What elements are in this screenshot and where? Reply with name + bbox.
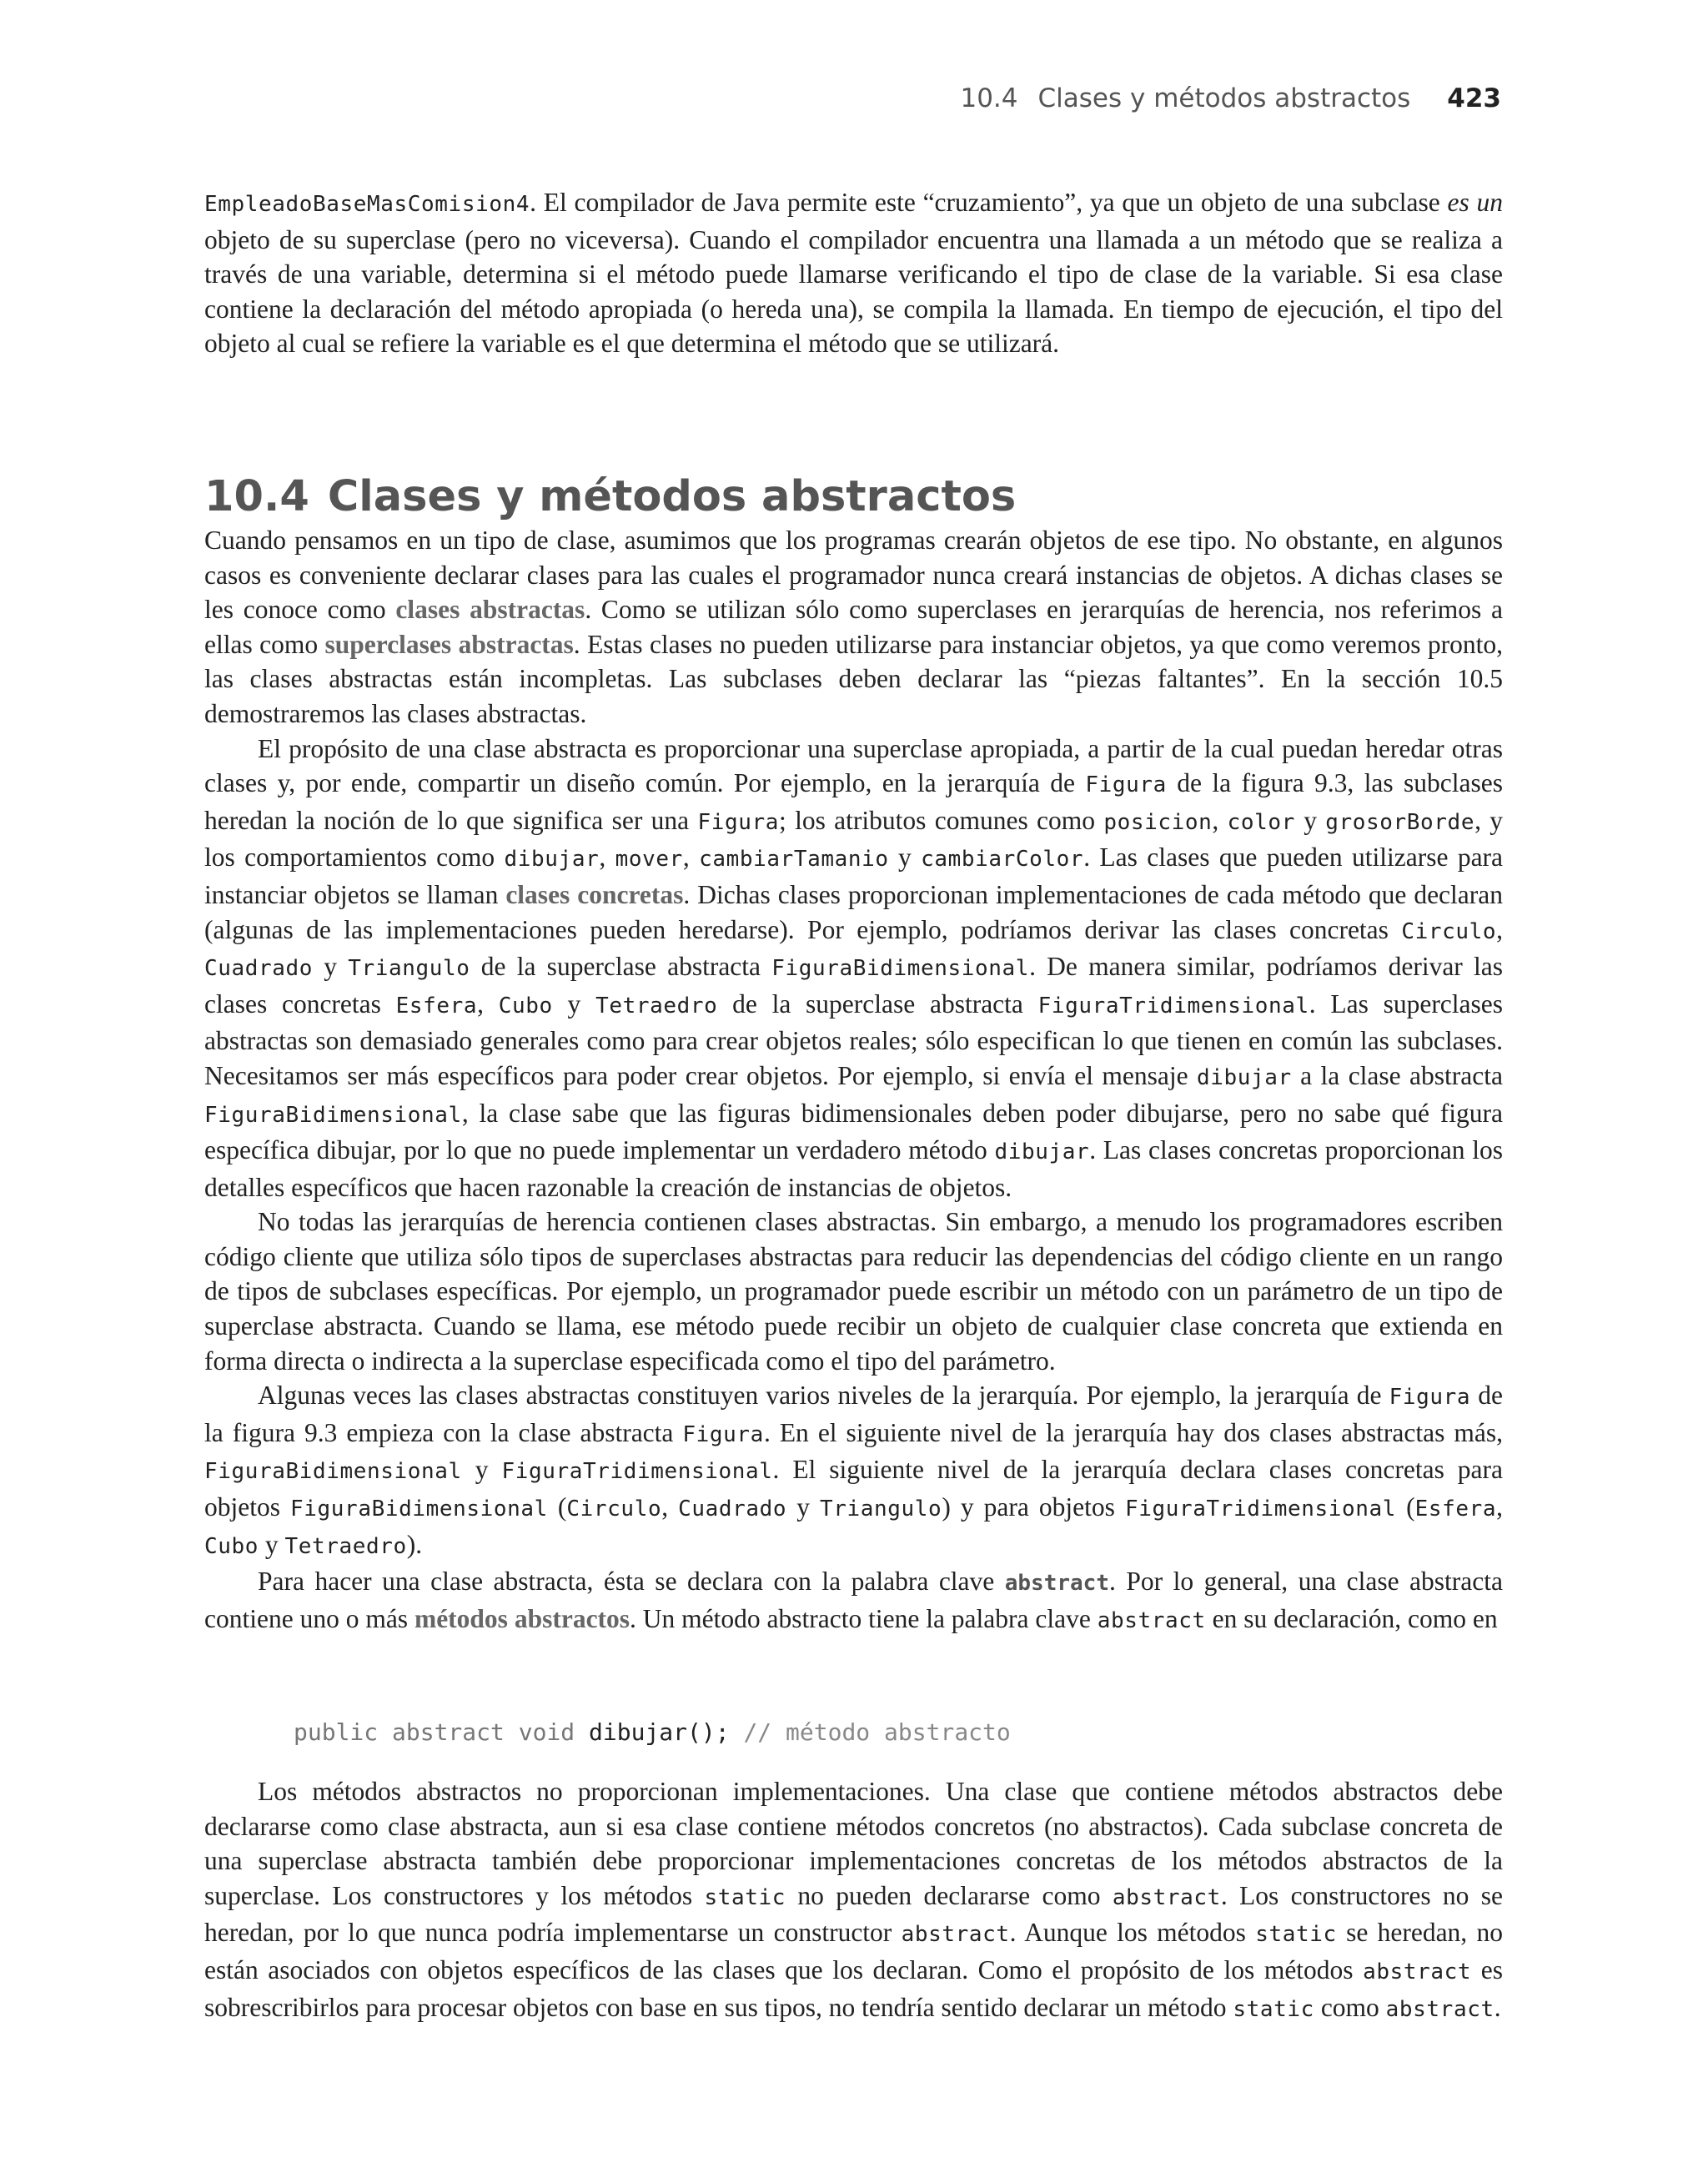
code-term: FiguraTridimensional <box>1124 1496 1397 1522</box>
intro-paragraph <box>204 185 1503 361</box>
paragraph-6: Los métodos abstractos no proporcionan implementaciones. Una clase que contiene métodos abstractos debe declararse como clase abstracta, aun si esa clase contiene métodos concretos (no abstractos). Cada subclase concreta de una superclase abstracta también debe proporcionar implementaciones concretas de los métodos abstractos de la superclase. Los constructores y los métodos static no pueden declararse como abstract. Los constructores no se heredan, por lo que nunca podría implementarse un constructor abstract. Aunque los métodos static se heredan, no están asociados con objetos específicos de las clases que los declaran. Como el propósito de los métodos abstract es sobrescribirlos para procesar objetos con base en sus tipos, no tendría sentido declarar un método static como abstract. <box>204 1777 1503 2022</box>
paragraph-2: El propósito de una clase abstracta es proporcionar una superclase apropiada, a partir de la cual puedan heredar otras clases y, por ende, compartir un diseño común. Por ejemplo, en la jerarquía de Figura de la figura 9.3, las subclases heredan la noción de lo que significa ser una Figura; los atributos comunes como posicion, color y grosorBorde, y los comportamientos como dibujar, mover, cambiarTamanio y cambiarColor. Las clases que pueden utilizarse para instanciar objetos se llaman clases concretas. Dichas clases proporcionan implementaciones de cada método que declaran (algunas de las implementaciones pueden heredarse). Por ejemplo, podríamos derivar las clases concretas Circulo, Cuadrado y Triangulo de la superclase abstracta FiguraBidimensional. De manera similar, podríamos derivar las clases concretas Esfera, Cubo y Tetraedro de la superclase abstracta FiguraTridimensional. Las superclases abstractas son demasiado generales como para crear objetos reales; sólo especifican lo que tienen en común las subclases. Necesitamos ser más específicos para poder crear objetos. Por ejemplo, si envía el mensaje dibujar a la clase abstracta FiguraBidimensional, la clase sabe que las figuras bidimensionales deben poder dibujarse, pero no sabe qué figura específica dibujar, por lo que no puede implementar un verdadero método dibujar. Las clases concretas proporcionan los detalles específicos que hacen razonable la creación de instancias de objetos. <box>204 733 1504 1202</box>
code-term: Figura <box>1389 1385 1471 1411</box>
code-term: Triangulo <box>820 1496 942 1522</box>
code-term: Circulo <box>566 1496 662 1522</box>
code-term: abstract <box>1363 1959 1472 1984</box>
code-term: Cubo <box>498 993 553 1019</box>
closing-body <box>204 1774 1503 2027</box>
emphasis: es un <box>1447 188 1503 217</box>
intro-text: EmpleadoBaseMasComision4. El compilador de Java permite este “cruzamiento”, ya que un objeto de una subclase es un objeto de su superclase (pero no viceversa). Cuando el compilador encuentra una llamada a un método que se realiza a través de una variable, determina si el método puede llamarse verificando el tipo de clase de la variable. Si esa clase contiene la declaración del método apropiada (o hereda una), se compila la llamada. En tiempo de ejecución, el tipo del objeto al cual se refiere la variable es el que determina el método que se utilizará. <box>204 188 1503 359</box>
key-term-code: abstract <box>1004 1571 1109 1597</box>
code-term: Tetraedro <box>284 1533 407 1559</box>
code-term: dibujar <box>994 1139 1090 1165</box>
section-body <box>204 523 1503 1638</box>
code-term: FiguraBidimensional <box>771 956 1030 982</box>
code-term: Cuadrado <box>204 956 314 982</box>
code-term: FiguraTridimensional <box>1037 993 1309 1019</box>
code-term: static <box>1233 1996 1314 2022</box>
code-term: Esfera <box>1414 1496 1497 1522</box>
section-heading <box>204 472 1016 521</box>
code-term: posicion <box>1103 809 1213 835</box>
code-term: abstract <box>1112 1884 1221 1910</box>
code-term: Tetraedro <box>595 993 718 1019</box>
code-term: dibujar <box>504 847 600 873</box>
paragraph-4: Algunas veces las clases abstractas constituyen varios niveles de la jerarquía. Por ejemplo, la jerarquía de Figura de la figura 9.3 empieza con la clase abstracta Figura. En el siguiente nivel de la jerarquía hay dos clases abstractas más, FiguraBidimensional y FiguraTridimensional. El siguiente nivel de la jerarquía declara clases concretas para objetos FiguraBidimensional (Circulo, Cuadrado y Triangulo) y para objetos FiguraTridimensional (Esfera, Cubo y Tetraedro). <box>204 1381 1503 1559</box>
key-term: superclases abstractas <box>324 629 574 659</box>
running-head-title: Clases y métodos abstractos <box>1037 83 1411 113</box>
code-term: Circulo <box>1401 918 1497 944</box>
paragraph-3: No todas las jerarquías de herencia contienen clases abstractas. Sin embargo, a menudo los programadores escriben código cliente que utiliza sólo tipos de superclases abstractas para reducir las dependencias del código cliente en un rango de tipos de subclases específicas. Por ejemplo, un programador puede escribir un método con un parámetro de un tipo de superclase abstracta. Cuando se llama, ese método puede recibir un objeto de cualquier clase concreta que extienda en forma directa o indirecta a la superclase especificada como el tipo del parámetro. <box>204 1207 1503 1376</box>
key-term: clases abstractas <box>395 595 585 625</box>
code-term: Figura <box>697 809 780 835</box>
code-comment: // método abstracto <box>729 1718 1011 1746</box>
key-term: métodos abstractos <box>414 1603 630 1633</box>
code-method: dibujar(); <box>589 1718 730 1746</box>
code-term: abstract <box>1097 1607 1206 1633</box>
code-term: mover <box>615 847 683 873</box>
code-term: cambiarTamanio <box>699 847 889 873</box>
code-prefix: public abstract void <box>294 1718 590 1746</box>
section-title: Clases y métodos abstractos <box>327 472 1017 521</box>
running-head <box>960 83 1501 113</box>
code-term: FiguraBidimensional <box>290 1496 548 1522</box>
code-term: color <box>1227 809 1295 835</box>
section-number: 10.4 <box>204 472 309 521</box>
key-term: clases concretas <box>505 879 684 909</box>
code-term: Figura <box>1085 772 1167 798</box>
page-number: 423 <box>1447 83 1501 113</box>
code-term: FiguraBidimensional <box>204 1459 462 1485</box>
code-term: FiguraBidimensional <box>204 1102 462 1128</box>
code-term: dibujar <box>1196 1064 1292 1090</box>
code-example <box>294 1718 1011 1746</box>
code-term: cambiarColor <box>921 847 1084 873</box>
code-term: Triangulo <box>348 956 470 982</box>
code-term: Cubo <box>204 1533 259 1559</box>
code-term: abstract <box>901 1922 1010 1948</box>
code-term: abstract <box>1385 1996 1494 2022</box>
code-term: grosorBorde <box>1325 809 1475 835</box>
code-term: static <box>704 1884 786 1910</box>
paragraph-1: Cuando pensamos en un tipo de clase, asumimos que los programas crearán objetos de ese tipo. No obstante, en algunos casos es conveniente declarar clases para las cuales el programador nunca creará instancias de objetos. A dichas clases se les conoce como clases abstractas. Como se utilizan sólo como superclases en jerarquías de herencia, nos referimos a ellas como superclases abstractas. Estas clases no pueden utilizarse para instanciar objetos, ya que como veremos pronto, las clases abstractas están incompletas. Las subclases deben declarar las “piezas faltantes”. En la sección 10.5 demostraremos las clases abstractas. <box>204 526 1504 728</box>
code-term: static <box>1255 1922 1337 1948</box>
code-term: FiguraTridimensional <box>501 1459 773 1485</box>
code-term: Figura <box>682 1421 764 1447</box>
code-term: Cuadrado <box>678 1496 787 1522</box>
running-head-section: 10.4 <box>960 83 1018 113</box>
code-term: EmpleadoBaseMasComision4 <box>204 192 530 217</box>
code-term: Esfera <box>395 993 478 1019</box>
paragraph-5: Para hacer una clase abstracta, ésta se declara con la palabra clave abstract. Por lo general, una clase abstracta contiene uno o más métodos abstractos. Un método abstracto tiene la palabra clave abstract en su declaración, como en <box>204 1567 1503 1633</box>
